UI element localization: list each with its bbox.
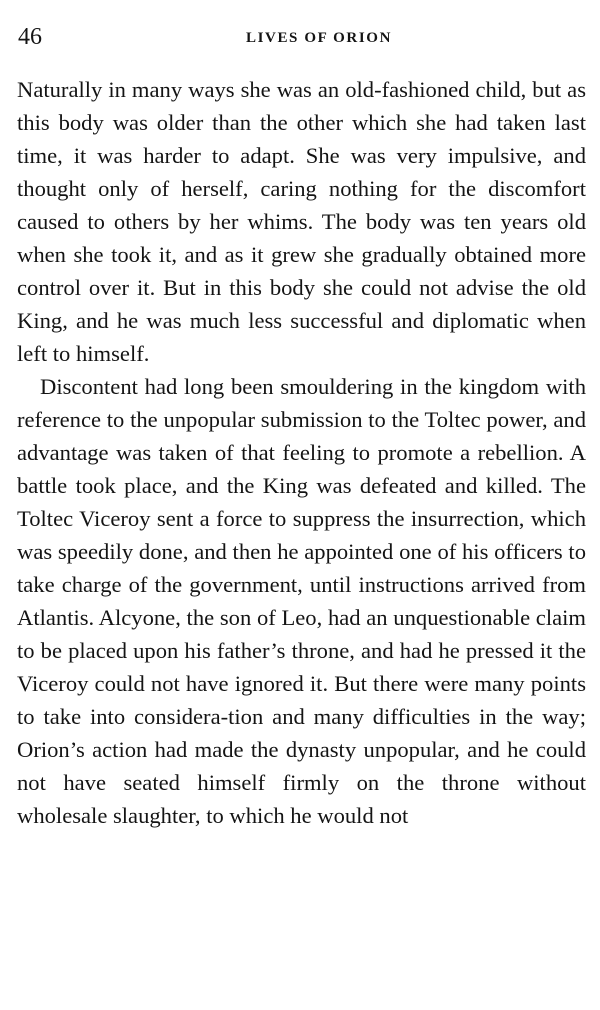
body-text [17, 73, 586, 832]
paragraph: Discontent had long been smouldering in the kingdom with reference to the unpopular submission to the Toltec power, and advantage was taken of that feeling to promote a rebellion. A battle took place, and the King was defeated and killed. The Toltec Viceroy sent a force to suppress the insurrection, which was speedily done, and then he appointed one of his officers to take charge of the government, until instructions arrived from Atlantis. Alcyone, the son of Leo, had an unquestionable claim to be placed upon his father’s throne, and had he pressed it the Viceroy could not have ignored it. But there were many points to take into considera-tion and many difficulties in the way; Orion’s action had made the dynasty unpopular, and he could not have seated himself firmly on the throne without wholesale slaughter, to which he would not [17, 374, 586, 828]
running-title: LIVES OF ORION [245, 30, 393, 46]
paragraph: Naturally in many ways she was an old-fashioned child, but as this body was older than the other which she had taken last time, it was harder to adapt. She was very impulsive, and thought only of herself, caring nothing for the discomfort caused to others by her whims. The body was ten years old when she took it, and as it grew she gradually obtained more control over it. But in this body she could not advise the old King, and he was much less successful and diplomatic when left to himself. [17, 77, 586, 366]
running-head [18, 22, 586, 52]
page-number: 46 [18, 24, 42, 50]
